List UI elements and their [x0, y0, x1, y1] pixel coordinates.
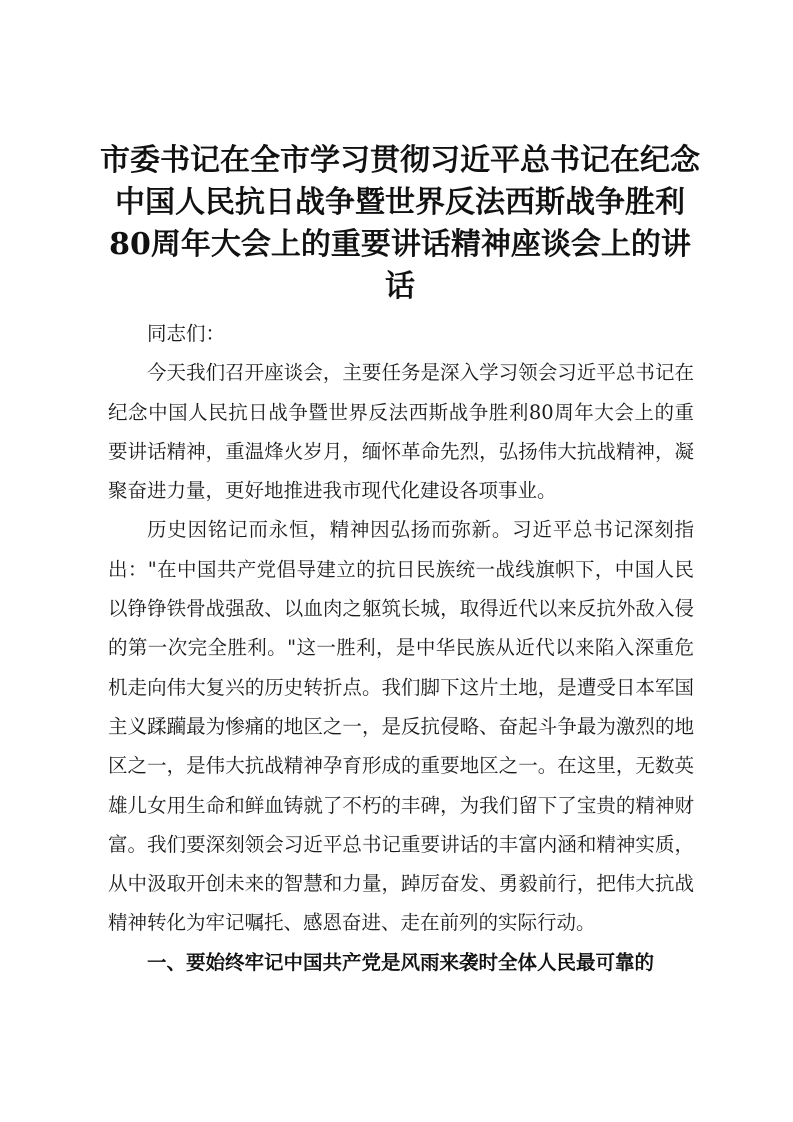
section-heading: 一、要始终牢记中国共产党是风雨来袭时全体人民最可靠的 — [147, 950, 655, 974]
salutation: 同志们： — [147, 322, 226, 345]
document-title: 市委书记在全市学习贯彻习近平总书记在纪念中国人民抗日战争暨世界反法西斯战争胜利80周年大会上的重要讲话精神座谈会上的讲话 — [100, 143, 700, 304]
paragraph-intro: 今天我们召开座谈会，主要任务是深入学习领会习近平总书记在纪念中国人民抗日战争暨世界反法西斯战争胜利80周年大会上的重要讲话精神，重温烽火岁月，缅怀革命先烈，弘扬伟大抗战精神，凝聚奋进力量，更好地推进我市现代化建设各项事业。 — [108, 361, 694, 503]
document-body — [108, 314, 694, 982]
paragraph-history: 历史因铭记而永恒，精神因弘扬而弥新。习近平总书记深刻指出："在中国共产党倡导建立的抗日民族统一战线旗帜下，中国人民以铮铮铁骨战强敌、以血肉之躯筑长城，取得近代以来反抗外敌入侵的第一次完全胜利。"这一胜利，是中华民族从近代以来陷入深重危机走向伟大复兴的历史转折点。我们脚下这片土地，是遭受日本军国主义蹂躏最为惨痛的地区之一，是反抗侵略、奋起斗争最为激烈的地区之一，是伟大抗战精神孕育形成的重要地区之一。在这里，无数英雄儿女用生命和鲜血铸就了不朽的丰碑，为我们留下了宝贵的精神财富。我们要深刻领会习近平总书记重要讲话的丰富内涵和精神实质，从中汲取开创未来的智慧和力量，踔厉奋发、勇毅前行，把伟大抗战精神转化为牢记嘱托、感恩奋进、走在前列的实际行动。 — [108, 518, 694, 935]
